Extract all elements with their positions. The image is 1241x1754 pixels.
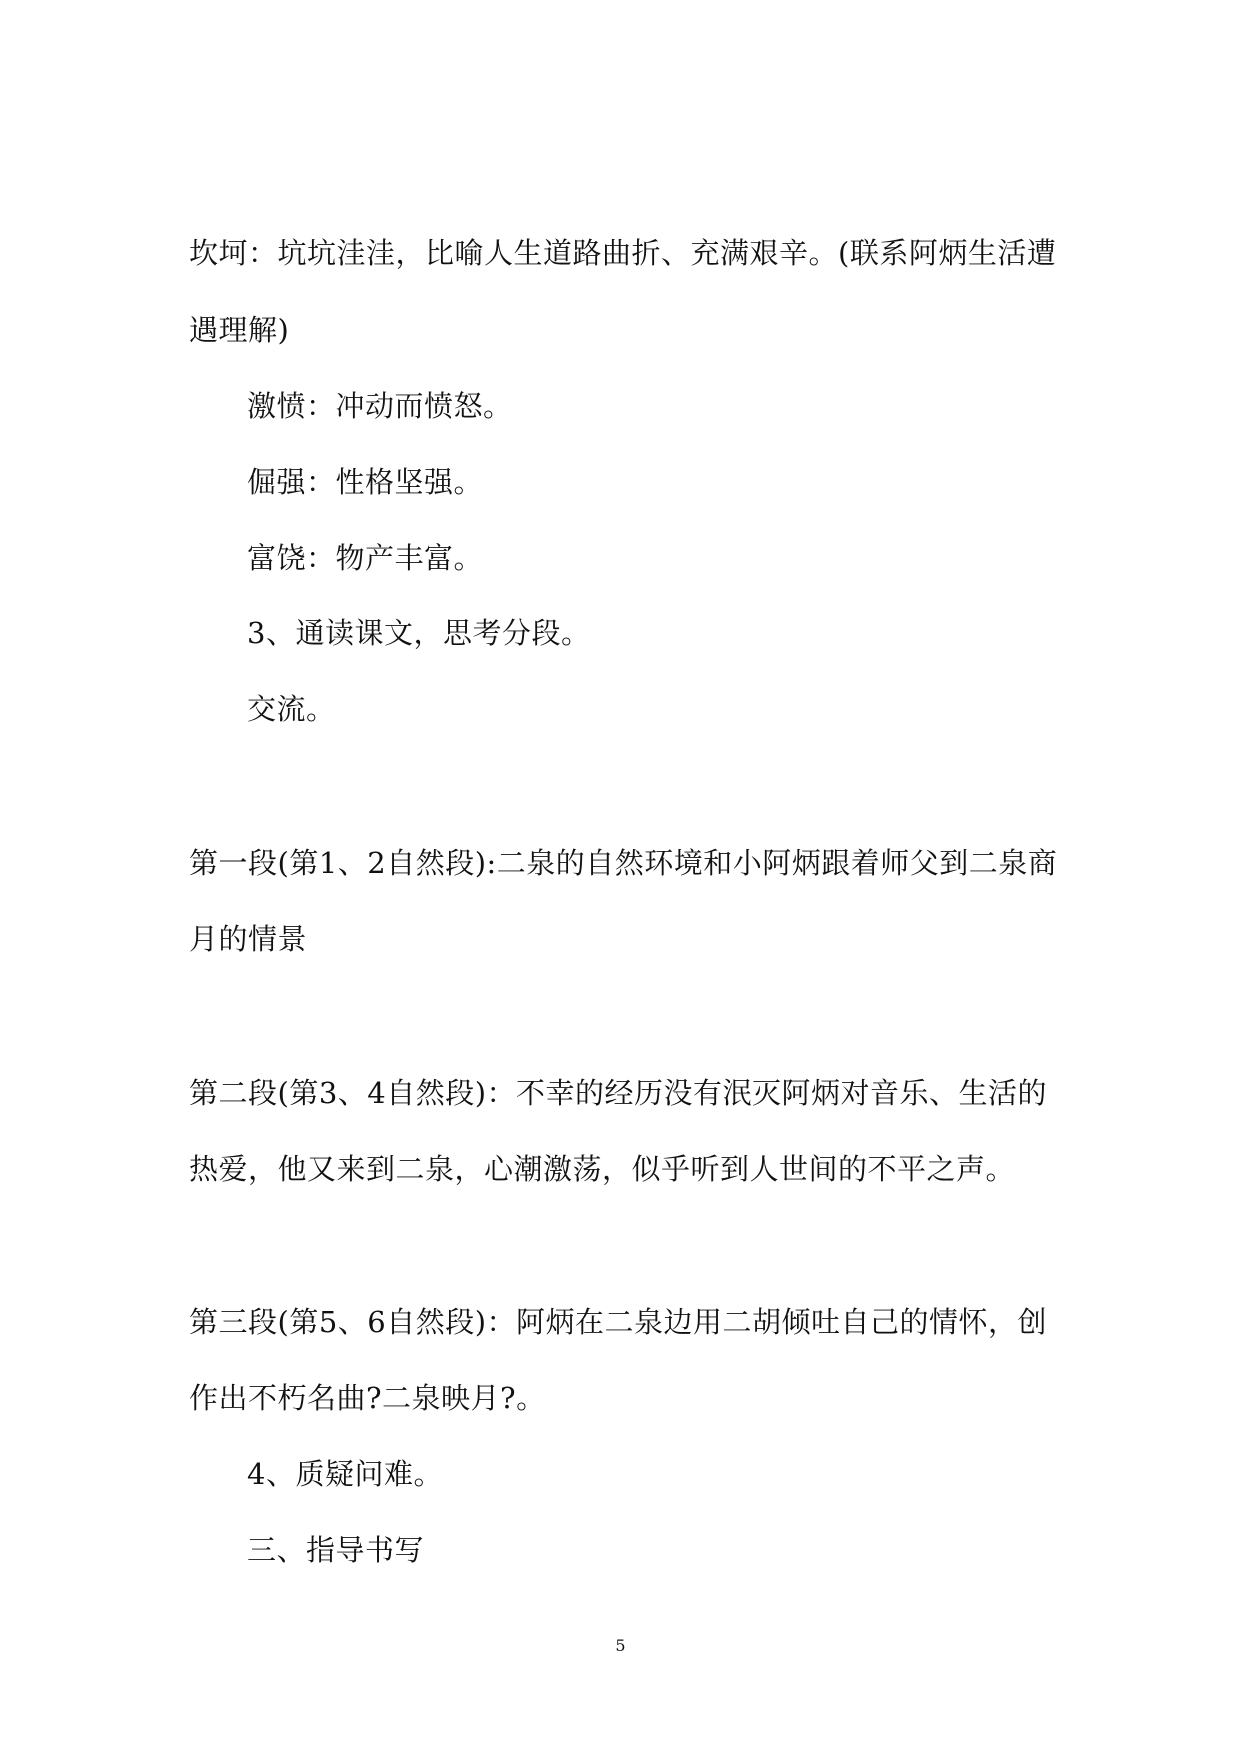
text-line: 激愤：冲动而愤怒。 bbox=[247, 389, 513, 423]
text-line: 富饶：物产丰富。 bbox=[247, 541, 484, 575]
text-line: 第二段(第3、4自然段)：不幸的经历没有泯灭阿炳对音乐、生活的 bbox=[189, 1076, 1048, 1110]
text-line: 坎坷：坑坑洼洼，比喻人生道路曲折、充满艰辛。(联系阿炳生活遭 bbox=[189, 236, 1057, 270]
text-line: 作出不朽名曲?二泉映月?。 bbox=[189, 1381, 546, 1415]
text-line: 遇理解) bbox=[189, 313, 290, 347]
text-line: 第三段(第5、6自然段)：阿炳在二泉边用二胡倾吐自己的情怀，创 bbox=[189, 1305, 1048, 1339]
text-line: 月的情景 bbox=[189, 922, 308, 956]
text-line: 三、指导书写 bbox=[247, 1533, 425, 1567]
text-line: 第一段(第1、2自然段):二泉的自然环境和小阿炳跟着师父到二泉商 bbox=[189, 846, 1058, 880]
text-line: 交流。 bbox=[247, 692, 336, 726]
text-line: 3、通读课文，思考分段。 bbox=[247, 616, 591, 650]
text-line: 热爱，他又来到二泉，心潮激荡，似乎听到人世间的不平之声。 bbox=[189, 1152, 1016, 1186]
text-line: 4、质疑问难。 bbox=[247, 1457, 443, 1491]
text-line: 倔强：性格坚强。 bbox=[247, 465, 484, 499]
page-number: 5 bbox=[615, 1636, 626, 1655]
